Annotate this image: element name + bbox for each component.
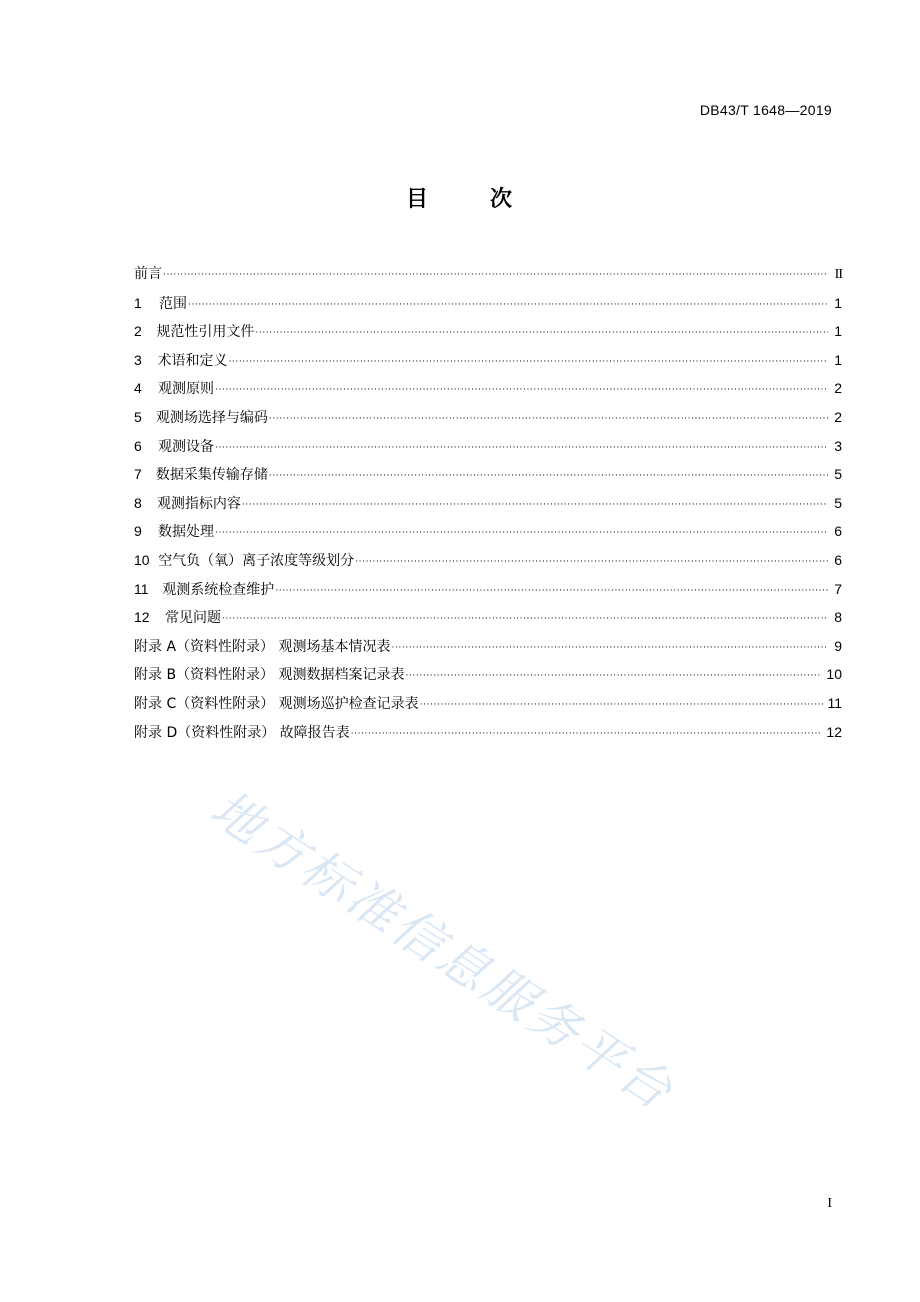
toc-entry-page: 5 <box>834 466 842 483</box>
toc-entry-label: 常见问题 <box>165 610 221 627</box>
toc-entry-number: 5 <box>134 408 142 425</box>
toc-entry-number: 12 <box>134 609 150 626</box>
toc-leader <box>269 462 828 491</box>
toc-entry-label: 规范性引用文件 <box>156 324 255 341</box>
toc-entry-number: 4 <box>134 380 142 397</box>
toc-entry-appendix-a[interactable] <box>134 632 842 661</box>
toc-entry-label: 术语和定义 <box>157 352 228 369</box>
toc-entry-page: II <box>834 267 842 282</box>
toc-entry-appendix-b[interactable] <box>134 660 842 689</box>
toc-entry-label: 范围 <box>159 295 188 312</box>
toc-entry-label: 附录 D（资料性附录） 故障报告表 <box>134 724 350 741</box>
toc-leader <box>420 691 824 720</box>
toc-entry-foreword[interactable] <box>134 260 842 289</box>
toc-entry-page: 8 <box>834 609 842 626</box>
toc-leader <box>391 634 828 663</box>
toc-entry-8[interactable] <box>134 489 842 518</box>
toc-entry-3[interactable] <box>134 346 842 375</box>
toc-entry-number: 9 <box>134 523 142 540</box>
toc-leader <box>269 405 828 434</box>
toc-entry-label: 附录 B（资料性附录） 观测数据档案记录表 <box>134 667 405 684</box>
toc-entry-number: 2 <box>134 323 142 340</box>
toc-leader <box>242 491 828 520</box>
toc-leader <box>215 376 828 405</box>
document-code: DB43/T 1648—2019 <box>699 102 832 118</box>
toc-leader <box>163 261 828 290</box>
toc-entry-7[interactable] <box>134 460 842 489</box>
toc-entry-page: 6 <box>834 523 842 540</box>
toc-entry-6[interactable] <box>134 432 842 461</box>
toc-entry-label: 数据处理 <box>157 524 214 541</box>
toc-entry-5[interactable] <box>134 403 842 432</box>
toc-leader <box>215 434 828 463</box>
toc-entry-label: 空气负（氧）离子浓度等级划分 <box>158 552 355 569</box>
toc-entry-label: 观测设备 <box>157 438 214 455</box>
toc-entry-page: 1 <box>834 351 842 368</box>
toc-entry-12[interactable] <box>134 603 842 632</box>
toc-entry-page: 12 <box>826 723 842 740</box>
toc-entry-page: 11 <box>827 694 842 711</box>
toc-entry-page: 6 <box>834 551 842 568</box>
toc-entry-label: 附录 A（资料性附录） 观测场基本情况表 <box>134 638 391 655</box>
toc-entry-page: 1 <box>834 323 842 340</box>
toc-entry-4[interactable] <box>134 374 842 403</box>
table-of-contents <box>134 260 842 746</box>
watermark: 地方标准信息服务平台 <box>200 779 685 1122</box>
toc-entry-label: 数据采集传输存储 <box>155 467 268 484</box>
toc-entry-page: 5 <box>834 494 842 511</box>
toc-entry-page: 2 <box>834 380 842 397</box>
page-title <box>0 182 920 213</box>
toc-entry-number: 6 <box>134 437 142 454</box>
toc-entry-appendix-c[interactable] <box>134 689 842 718</box>
toc-leader <box>355 548 828 577</box>
page-number: I <box>827 1196 832 1211</box>
toc-entry-page: 9 <box>834 637 842 654</box>
toc-entry-number: 11 <box>134 580 149 597</box>
toc-leader <box>351 720 823 749</box>
toc-entry-2[interactable] <box>134 317 842 346</box>
toc-entry-page: 7 <box>834 580 842 597</box>
toc-entry-label: 观测原则 <box>157 381 214 398</box>
toc-entry-11[interactable] <box>134 575 842 604</box>
toc-entry-label: 观测指标内容 <box>156 495 241 512</box>
toc-entry-number: 1 <box>134 294 142 311</box>
title-char-2: 次 <box>490 187 515 212</box>
toc-entry-label: 观测系统检查维护 <box>162 581 275 598</box>
title-char-1: 目 <box>405 187 430 212</box>
toc-entry-number: 8 <box>134 494 142 511</box>
toc-entry-label: 前言 <box>134 266 162 282</box>
toc-entry-number: 3 <box>134 351 142 368</box>
toc-leader <box>188 291 828 320</box>
toc-leader <box>228 348 828 377</box>
toc-entry-page: 1 <box>834 294 842 311</box>
toc-leader <box>406 662 823 691</box>
toc-entry-10[interactable] <box>134 546 842 575</box>
toc-entry-page: 10 <box>826 666 842 683</box>
toc-entry-page: 3 <box>834 437 842 454</box>
toc-entry-label: 附录 C（资料性附录） 观测场巡护检查记录表 <box>134 695 419 712</box>
toc-leader <box>255 319 828 348</box>
toc-leader <box>275 577 828 606</box>
toc-entry-1[interactable] <box>134 289 842 318</box>
toc-entry-9[interactable] <box>134 517 842 546</box>
toc-entry-label: 观测场选择与编码 <box>155 409 268 426</box>
toc-entry-appendix-d[interactable] <box>134 718 842 747</box>
toc-leader <box>215 519 828 548</box>
toc-entry-number: 10 <box>134 551 150 568</box>
toc-entry-page: 2 <box>834 408 842 425</box>
toc-leader <box>222 605 828 634</box>
toc-entry-number: 7 <box>134 466 142 483</box>
